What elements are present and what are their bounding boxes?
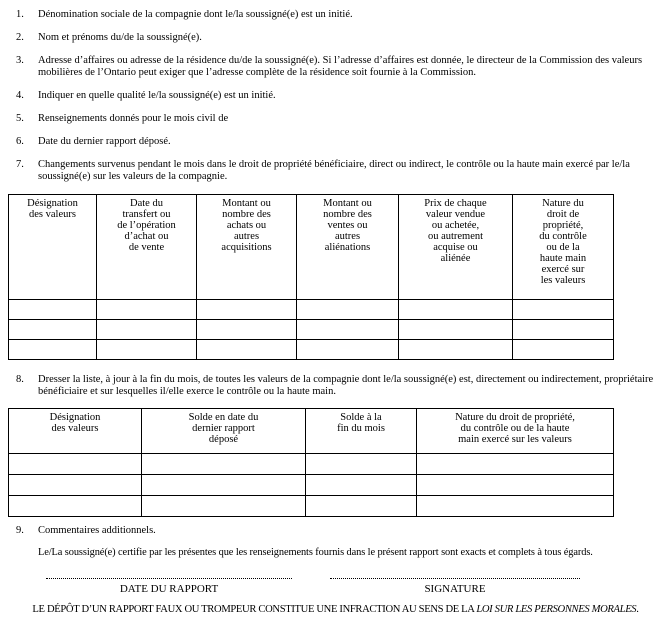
- item-text: Renseignements donnés pour le mois civil de: [38, 113, 229, 124]
- signature-line[interactable]: [330, 578, 580, 579]
- table-cell[interactable]: [97, 320, 197, 340]
- column-header: Désignation des valeurs: [9, 195, 97, 300]
- table-cell[interactable]: [142, 496, 306, 517]
- column-header: Montant ou nombre des achats ou autres acquisitions: [197, 195, 297, 300]
- legal-warning-text: LE DÉPÔT D’UN RAPPORT FAUX OU TROMPEUR CONSTITUE UNE INFRACTION AU SENS DE LA: [32, 604, 477, 615]
- item-number: 2.: [16, 32, 24, 43]
- column-header: Nature du droit de propriété, du contrôle ou de la haute main exercé sur les valeurs: [513, 195, 614, 300]
- table-cell[interactable]: [417, 454, 614, 475]
- table-cell[interactable]: [297, 300, 399, 320]
- table-cell[interactable]: [306, 454, 417, 475]
- item-number: 3.: [16, 55, 24, 66]
- table-cell[interactable]: [297, 340, 399, 360]
- item-text: Dénomination sociale de la compagnie dont le/la soussigné(e) est un initié.: [38, 9, 353, 20]
- item-number: 8.: [16, 374, 24, 385]
- column-header: Solde à la fin du mois: [306, 409, 417, 454]
- column-header: Prix de chaque valeur vendue ou achetée, ou autrement acquise ou aliénée: [399, 195, 513, 300]
- date-label: DATE DU RAPPORT: [119, 583, 219, 595]
- table-cell[interactable]: [197, 300, 297, 320]
- item-text: Commentaires additionnels.: [38, 525, 156, 536]
- table-cell[interactable]: [513, 320, 614, 340]
- item-number: 4.: [16, 90, 24, 101]
- table-header-row: [9, 195, 614, 300]
- item-text: Changements survenus pendant le mois dans le droit de propriété bénéficiaire, direct ou indirect, le contrôle ou la haute main exercé par le/la soussigné(e) sur les valeurs de la compagnie.: [38, 159, 630, 182]
- table-cell[interactable]: [97, 340, 197, 360]
- table-cell[interactable]: [399, 300, 513, 320]
- table-cell[interactable]: [513, 340, 614, 360]
- table-header-row: [9, 409, 614, 454]
- item-text: Indiquer en quelle qualité le/la soussigné(e) est un initié.: [38, 90, 276, 101]
- item-text: Adresse d’affaires ou adresse de la résidence du/de la soussigné(e). Si l’adresse d’affaires est donnée, le directeur de la Commission des valeurs mobilières de l’Ontario peut exiger que l’adresse complète de la résidence soit fournie à la Commission.: [38, 55, 643, 78]
- table-cell[interactable]: [417, 475, 614, 496]
- item-text: Date du dernier rapport déposé.: [38, 136, 171, 147]
- item-number: 5.: [16, 113, 24, 124]
- item-number: 1.: [16, 9, 24, 20]
- table-cell[interactable]: [399, 340, 513, 360]
- table-cell[interactable]: [9, 454, 142, 475]
- table-cell[interactable]: [399, 320, 513, 340]
- table-cell[interactable]: [9, 320, 97, 340]
- item-number: 7.: [16, 159, 24, 170]
- table-row: [9, 475, 614, 496]
- table-cell[interactable]: [9, 300, 97, 320]
- table-cell[interactable]: [513, 300, 614, 320]
- legal-warning: [0, 604, 671, 616]
- signature-label: SIGNATURE: [424, 583, 486, 595]
- certification-statement: Le/La soussigné(e) certifie par les présentes que les renseignements fournis dans le présent rapport sont exacts et complets à tous égards.: [38, 547, 593, 558]
- date-line[interactable]: [46, 578, 292, 579]
- table-row: [9, 454, 614, 475]
- table-row: [9, 300, 614, 320]
- column-header: Nature du droit de propriété, du contrôle ou de la haute main exercé sur les valeurs: [417, 409, 614, 454]
- transactions-table: [8, 194, 614, 360]
- table-row: [9, 320, 614, 340]
- table-row: [9, 496, 614, 517]
- table-cell[interactable]: [417, 496, 614, 517]
- table-cell[interactable]: [297, 320, 399, 340]
- table-cell[interactable]: [142, 454, 306, 475]
- item-number: 6.: [16, 136, 24, 147]
- column-header: Date du transfert ou de l’opération d’achat ou de vente: [97, 195, 197, 300]
- table-cell[interactable]: [142, 475, 306, 496]
- table-cell[interactable]: [306, 475, 417, 496]
- item-text: Dresser la liste, à jour à la fin du mois, de toutes les valeurs de la compagnie dont le/la soussigné(e) est, directement ou indirectement, propriétaire bénéficiaire et sur lesquelles il/elle exerce le contrôle ou la haute main.: [38, 374, 654, 397]
- table-cell[interactable]: [197, 340, 297, 360]
- table-cell[interactable]: [97, 300, 197, 320]
- legal-warning-end: .: [636, 604, 639, 615]
- holdings-table: [8, 408, 614, 517]
- table-cell[interactable]: [306, 496, 417, 517]
- table-cell[interactable]: [9, 475, 142, 496]
- act-name: LOI SUR LES PERSONNES MORALES: [476, 604, 637, 615]
- item-number: 9.: [16, 525, 24, 536]
- table-cell[interactable]: [9, 496, 142, 517]
- column-header: Désignation des valeurs: [9, 409, 142, 454]
- table-cell[interactable]: [9, 340, 97, 360]
- table-row: [9, 340, 614, 360]
- column-header: Montant ou nombre des ventes ou autres aliénations: [297, 195, 399, 300]
- column-header: Solde en date du dernier rapport déposé: [142, 409, 306, 454]
- item-text: Nom et prénoms du/de la soussigné(e).: [38, 32, 202, 43]
- table-cell[interactable]: [197, 320, 297, 340]
